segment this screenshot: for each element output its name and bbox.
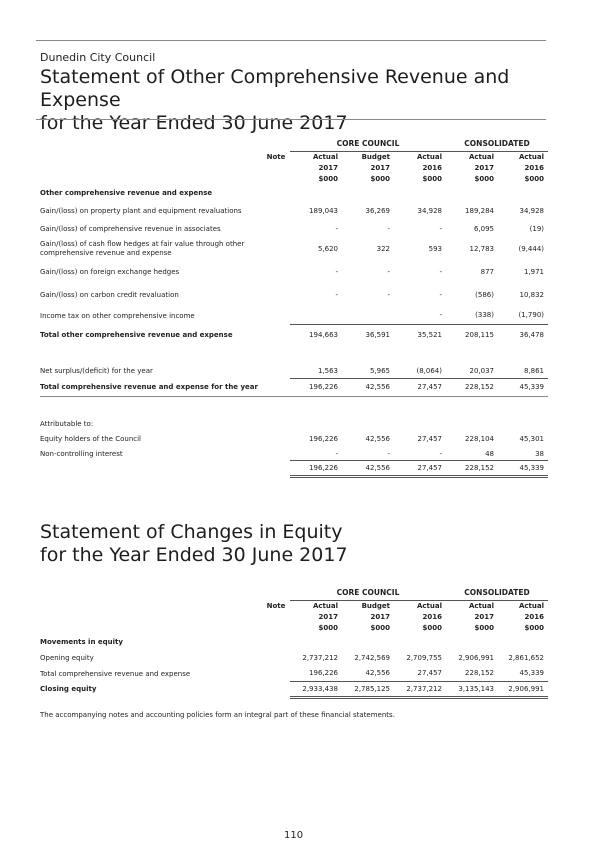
col-header: Actual	[468, 153, 494, 162]
cell: (338)	[475, 311, 494, 320]
cell: -	[335, 224, 338, 233]
cell: 2,906,991	[498, 681, 548, 697]
cell: 2,742,569	[354, 654, 390, 662]
cell: -	[439, 311, 442, 320]
col-year: 2016	[422, 164, 442, 172]
note-header: Note	[266, 602, 286, 610]
cell: 228,152	[446, 460, 498, 476]
statement2-title	[40, 521, 348, 567]
cell: 322	[376, 245, 390, 253]
cell: 36,478	[498, 324, 548, 346]
total-row	[40, 378, 548, 396]
col-header: Budget	[361, 153, 390, 162]
col-header: Actual	[312, 602, 338, 611]
cell: 189,284	[465, 206, 494, 215]
cell: 2,906,991	[458, 654, 494, 662]
row-label: Gain/(loss) of cash flow hedges at fair value through other comprehensive revenue and expense	[40, 240, 245, 257]
cell: (586)	[475, 291, 494, 299]
row-label: Closing equity	[40, 685, 97, 693]
page-number: 110	[284, 830, 304, 841]
cell: 2,737,212	[302, 654, 338, 662]
cell: 27,457	[394, 460, 446, 476]
col-year: 2017	[318, 164, 338, 172]
cell: -	[387, 268, 390, 276]
row-label: Gain/(loss) of comprehensive revenue in associates	[40, 224, 221, 233]
cell: 2,709,755	[406, 654, 442, 662]
statement1-title	[40, 66, 596, 135]
statement1-title-line1: Statement of Other Comprehensive Revenue and Expense	[40, 66, 510, 111]
cell: -	[439, 449, 442, 458]
col-unit: $000	[474, 175, 494, 183]
cell: 20,037	[469, 366, 494, 375]
cell: 194,663	[290, 324, 342, 346]
col-year: 2016	[524, 164, 545, 172]
section-heading: Movements in equity	[40, 638, 123, 646]
group-consolidated: CONSOLIDATED	[446, 137, 548, 151]
changes-in-equity-table	[40, 586, 548, 699]
total-row	[40, 460, 548, 476]
cell: 228,152	[446, 378, 498, 396]
col-year: 2016	[422, 613, 442, 621]
col-unit: $000	[318, 624, 338, 632]
row-label: Gain/(loss) on carbon credit revaluation	[40, 291, 179, 299]
table-row	[40, 650, 548, 666]
col-year: 2017	[474, 613, 494, 621]
col-unit: $000	[524, 175, 545, 183]
cell: 36,269	[365, 206, 390, 215]
cell: -	[387, 449, 390, 458]
cell: -	[335, 291, 338, 299]
group-consolidated: CONSOLIDATED	[446, 586, 548, 600]
footnote: The accompanying notes and accounting policies form an integral part of these financial statements.	[40, 711, 395, 719]
row-label: Non-controlling interest	[40, 450, 123, 458]
top-rule	[36, 40, 546, 41]
cell	[342, 307, 394, 324]
cell: 228,152	[465, 669, 494, 678]
cell: 5,965	[369, 366, 390, 375]
cell: -	[439, 291, 442, 299]
table-row	[40, 201, 548, 220]
cell: 42,556	[342, 378, 394, 396]
col-unit: $000	[370, 624, 390, 632]
row-label: Income tax on other comprehensive income	[40, 311, 195, 320]
statement2-title-line1: Statement of Changes in Equity	[40, 521, 343, 543]
cell: 2,737,212	[394, 681, 446, 697]
col-unit: $000	[422, 175, 442, 183]
table-row	[40, 283, 548, 307]
attributable-heading: Attributable to:	[40, 420, 94, 428]
col-header: Actual	[468, 602, 494, 611]
col-unit: $000	[524, 624, 545, 632]
cell: -	[439, 268, 442, 276]
cell: (9,444)	[518, 245, 545, 253]
cell: 189,043	[309, 206, 338, 215]
col-header: Actual	[518, 602, 545, 611]
col-unit: $000	[474, 624, 494, 632]
cell: 196,226	[309, 435, 338, 443]
table-row	[40, 261, 548, 283]
statement2-title-line2: for the Year Ended 30 June 2017	[40, 544, 348, 566]
cell: -	[335, 449, 338, 458]
cell: 877	[480, 268, 494, 276]
cell: 27,457	[417, 669, 442, 678]
statement1-title-line2: for the Year Ended 30 June 2017	[40, 112, 348, 134]
row-label: Opening equity	[40, 654, 94, 662]
cell: (1,790)	[518, 311, 545, 320]
row-label: Total other comprehensive revenue and expense	[40, 331, 233, 339]
cell: 35,521	[394, 324, 446, 346]
col-header: Actual	[518, 153, 545, 162]
cell: 45,301	[519, 435, 545, 443]
cell: 196,226	[290, 460, 342, 476]
col-unit: $000	[318, 175, 338, 183]
cell: 45,339	[498, 378, 548, 396]
cell: -	[387, 224, 390, 233]
cell: 3,135,143	[446, 681, 498, 697]
row-label: Net surplus/(deficit) for the year	[40, 367, 153, 375]
cell: 12,783	[469, 245, 494, 253]
cell: 196,226	[290, 378, 342, 396]
cell: 38	[535, 449, 545, 458]
row-label: Equity holders of the Council	[40, 435, 141, 443]
cell: 42,556	[342, 460, 394, 476]
comprehensive-revenue-table	[40, 137, 548, 478]
organisation-name: Dunedin City Council	[40, 51, 156, 64]
group-core-council: CORE COUNCIL	[290, 137, 446, 151]
col-header: Budget	[361, 602, 390, 611]
cell: 27,457	[417, 435, 442, 443]
table-row	[40, 448, 548, 460]
cell: 36,591	[342, 324, 394, 346]
section-heading: Other comprehensive revenue and expense	[40, 189, 213, 197]
table-row	[40, 220, 548, 237]
col-year: 2017	[370, 613, 390, 621]
col-header: Actual	[416, 602, 442, 611]
table-row	[40, 364, 548, 378]
row-label: Gain/(loss) on foreign exchange hedges	[40, 268, 180, 276]
cell: 42,556	[365, 669, 390, 678]
cell: 1,563	[317, 366, 338, 375]
col-unit: $000	[370, 175, 390, 183]
cell: -	[335, 268, 338, 276]
col-unit: $000	[422, 624, 442, 632]
cell: 34,928	[417, 206, 442, 215]
cell: 42,556	[365, 435, 390, 443]
table-row	[40, 666, 548, 681]
cell: 2,785,125	[342, 681, 394, 697]
note-header: Note	[266, 153, 286, 161]
col-header: Actual	[312, 153, 338, 162]
table-row	[40, 307, 548, 324]
cell: 593	[428, 245, 442, 253]
cell: (8,064)	[416, 366, 442, 375]
col-year: 2017	[474, 164, 494, 172]
row-label: Total comprehensive revenue and expense for the year	[40, 382, 258, 391]
cell: 27,457	[394, 378, 446, 396]
row-label: Gain/(loss) on property plant and equipment revaluations	[40, 206, 242, 215]
row-label: Total comprehensive revenue and expense	[40, 669, 191, 678]
col-year: 2017	[318, 613, 338, 621]
cell: 10,832	[519, 291, 545, 299]
total-row	[40, 324, 548, 346]
col-year: 2016	[524, 613, 545, 621]
title-rule	[36, 119, 546, 120]
cell: 1,971	[523, 268, 545, 276]
cell: 228,104	[465, 435, 494, 443]
cell: 45,339	[519, 669, 545, 678]
cell: 34,928	[519, 206, 545, 215]
total-row	[40, 681, 548, 697]
table-row	[40, 237, 548, 261]
cell: 208,115	[446, 324, 498, 346]
cell: 196,226	[309, 669, 338, 678]
cell: -	[387, 291, 390, 299]
cell: (19)	[529, 224, 545, 233]
col-year: 2017	[370, 164, 390, 172]
table-row	[40, 430, 548, 448]
col-header: Actual	[416, 153, 442, 162]
cell: 45,339	[498, 460, 548, 476]
cell: 8,861	[523, 366, 545, 375]
group-core-council: CORE COUNCIL	[290, 586, 446, 600]
cell: 6,095	[473, 224, 494, 233]
cell: -	[439, 224, 442, 233]
cell: 2,861,652	[508, 654, 545, 662]
cell	[290, 307, 342, 324]
cell: 48	[485, 449, 494, 458]
cell: 2,933,438	[290, 681, 342, 697]
cell: 5,620	[317, 245, 338, 253]
